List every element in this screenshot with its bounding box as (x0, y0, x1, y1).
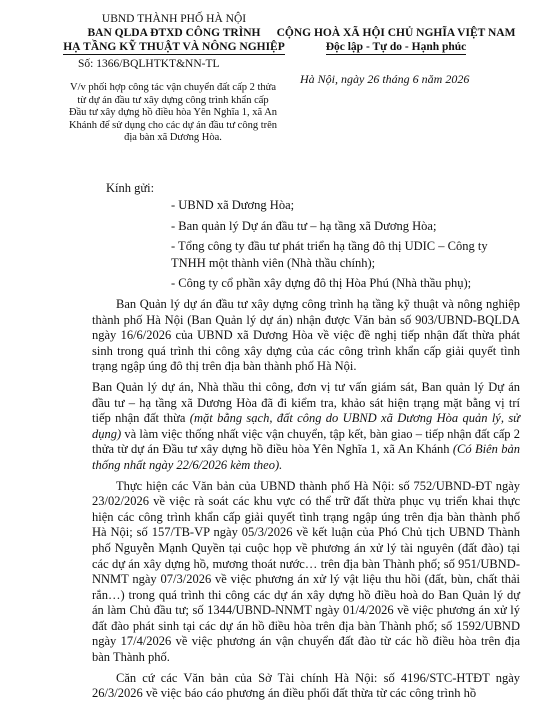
document-subject: V/v phối hợp công tác vận chuyển đất cấp 2 thửa từ dự án đầu tư xây dựng công trình khẩn cấp Đầu tư xây dựng hồ điều hòa Yên Nghĩa 1, xã An Khánh để sử dụng cho các dự án đầu tư công trên địa bàn xã Dương Hòa. (68, 82, 278, 143)
document-body (92, 297, 520, 707)
management-board-name-line2: HẠ TẦNG KỸ THUẬT VÀ NÔNG NGHIỆP (63, 41, 285, 53)
recipient-item: - Ban quản lý Dự án đầu tư – hạ tầng xã Dương Hòa; (171, 218, 437, 233)
paragraph-finance-documents: Căn cứ các Văn bản của Sở Tài chính Hà Nội: số 4196/STC-HTĐT ngày 26/3/2026 về việc báo cáo phương án điều phối đất thừa từ các công trình hồ (92, 670, 520, 701)
document-number: Số: 1366/BQLHTKT&NN-TL (78, 58, 220, 70)
national-header-block (276, 26, 516, 55)
paragraph-site-inspection: Ban Quản lý dự án, Nhà thầu thi công, đơn vị tư vấn giám sát, Ban quản lý Dự án đầu tư – hạ tầng xã Dương Hòa đã đi kiểm tra, khảo sát hiện trạng mặt bằng vị trí tiếp nhận đất thừa (mặt bằng sạch, đất công do UBND xã Dương Hòa quản lý, sử dụng) và làm việc thống nhất việc vận chuyển, tập kết, bàn giao – tiếp nhận đất cấp 2 thửa từ dự án Đầu tư xây dựng hồ điều hòa Yên Nghĩa 1, xã An Khánh (Có Biên bản thống nhất ngày 22/6/2026 kèm theo). (92, 379, 521, 472)
city-committee-name: UBND THÀNH PHỐ HÀ NỘI (101, 13, 247, 25)
recipient-item: - UBND xã Dương Hòa; (171, 198, 295, 212)
paragraph-received-request: Ban Quản lý dự án đầu tư xây dựng công trình hạ tầng kỹ thuật và nông nghiệp thành phố Hà Nội (Ban Quản lý dự án) nhận được Văn bản số 903/UBND-BQLDA ngày 16/6/2026 của UBND xã Dương Hòa về việc đề nghị tiếp nhận đất thừa phát sinh trong quá trình thi công xây dựng của các công trình khẩn cấp giải quyết tình trạng ngập úng đô thị trên địa bàn thành phố Hà Nội. (92, 297, 520, 374)
recipient-item: - Tổng công ty đầu tư phát triển hạ tầng đô thị UDIC – Công ty TNHH một thành viên (Nhà thầu chính); (171, 239, 488, 270)
recipient-list (171, 197, 516, 296)
document-date: Hà Nội, ngày 26 tháng 6 năm 2026 (300, 72, 470, 86)
issuing-organization-block (48, 12, 300, 71)
national-motto: Độc lập - Tự do - Hạnh phúc (325, 41, 467, 53)
recipient-item: - Công ty cổ phần xây dựng đô thị Hòa Phú (Nhà thầu phụ); (171, 276, 472, 290)
greeting: Kính gửi: (106, 181, 155, 195)
nation-name: CỘNG HOÀ XÃ HỘI CHỦ NGHĨA VIỆT NAM (276, 27, 516, 39)
management-board-name: BAN QLDA ĐTXD CÔNG TRÌNH (87, 27, 261, 39)
paragraph-city-documents: Thực hiện các Văn bản của UBND thành phố Hà Nội: số 752/UBND-ĐT ngày 23/02/2026 về việc rà soát các khu vực có thể trữ đất thừa phục vụ triển khai thực hiện các công trình khẩn cấp giải quyết tình trạng ngập úng trên địa bàn thành phố Hà Nội; số 157/TB-VP ngày 05/3/2026 về kết luận của Phó Chủ tịch UBND Thành phố Nguyễn Mạnh Quyền tại cuộc họp về phương án xử lý tài nguyên (đất đào) tại các dự án xây dựng hồ, mương thoát nước… trên địa bàn Thành phố; số 951/UBND-NNMT ngày 07/3/2026 về việc phương án xử lý vật liệu thu hồi (đất, bùn, chất thải rắn…) trong quá trình thi công các dự án xây dựng hồ điều hoà do Ban Quản lý dự án làm Chủ đầu tư; số 1344/UBND-NNMT ngày 01/4/2026 về việc phương án xử lý đất đào phát sinh tại các dự án hồ điều hòa trên địa bàn Thành phố; số 1592/UBND ngày 17/4/2026 về việc phương án vận chuyển đất đào từ các hồ điều hòa trên địa bàn Thành phố. (92, 478, 520, 665)
